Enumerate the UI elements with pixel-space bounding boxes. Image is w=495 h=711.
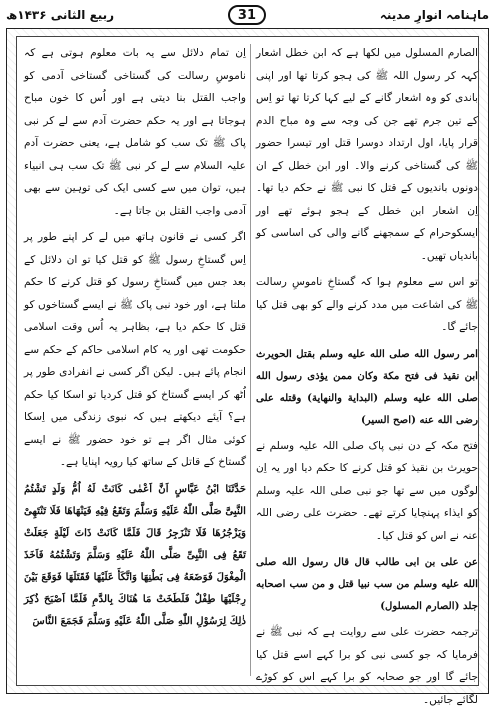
column-divider	[250, 44, 251, 676]
right-column	[256, 42, 478, 706]
paragraph: فتح مکہ کے دن نبی پاک صلی اللہ علیہ وسلم نے حویرث بن نقیذ کو قتل کرنے کا حکم دیا اور یہ اِن لوگوں میں سے تھا جو نبی صلی اللہ علیہ وسلم کو ایذاء پہنچایا کرتے تھے۔ حضرت علی رضی اللہ عنہ نے اس کو قتل کیا۔	[256, 439, 478, 542]
issue-date: ربیع الثانی ۱۴۳۶ھ	[6, 8, 115, 22]
page-header	[6, 4, 489, 26]
arabic-quote: عن على بن ابى طالب قال قال رسول الله صلى الله عليه وسلم من سب نبيا قتل و من سب اصحابه جلد (الصارم المسلول)	[256, 556, 478, 612]
paragraph: ترجمہ حضرت علی سے روایت ہے کہ نبی ﷺ نے فرمایا کہ جو کسی نبی کو برا کہے اسے قتل کیا جائے گا اور جو صحابہ کو برا کہے اس کو کوڑے لگائے جائیں۔	[256, 626, 478, 706]
arabic-hadith: حَدَّثَنَا ابْنُ عَبَّاسٍ اَنَّ اَعْمٰى كَانَتْ لَهُ اُمُّ وَلَدٍ تَشْتُمُ النَّبِىَّ صَلَّى اللّٰهُ عَلَيْهِ وَسَلَّمَ وَتَقَعُ فِيْهِ فَيَنْهَاهَا فَلَا تَنْتَهِىْ وَيَزْجُرُهَا فَلَا تَنْزَجِرُ قَالَ فَلَمَّا كَانَتْ ذَاتَ لَيْلَةٍ جَعَلَتْ تَقَعُ فِى النَّبِىِّ صَلَّى اللّٰهُ عَلَيْهِ وَسَلَّمَ وَتَشْتُمُهُ فَاَخَذَ الْمِغْوَلَ فَوَضَعَهُ فِى بَطْنِهَا وَاتَّكَأَ عَلَيْهَا فَقَتَلَهَا فَوَقَعَ بَيْنَ رِجْلَيْهَا طِفْلٌ فَلَطَخَتْ مَا هُنَاكَ بِالدَّمِ فَلَمَّا اَصْبَحَ ذُكِرَ ذٰلِكَ لِرَسُوْلِ اللّٰهِ صَلَّى اللّٰهُ عَلَيْهِ وَسَلَّمَ فَجَمَعَ النَّاسَ	[24, 482, 246, 627]
paragraph: تو اس سے معلوم ہوا کہ گستاخِ ناموسِ رسالت ﷺ کی اشاعت میں مدد کرنے والے کو بھی قتل کیا جائے گا۔	[256, 276, 478, 333]
magazine-title: ماہنامہ انوارِ مدینہ	[379, 8, 489, 22]
page-number-badge: 31	[228, 5, 266, 25]
left-column	[24, 42, 246, 678]
arabic-quote: امر رسول الله صلى الله عليه وسلم بقتل الحويرث ابن نقيذ فى فتح مكة وكان ممن يؤذى رسول الله صلى الله عليه وسلم (البداية والنهاية) وقتله على رضى الله عنه (اصح السير)	[256, 347, 478, 426]
paragraph: الصارم المسلول میں لکھا ہے کہ ابن خطل اشعار کہہ کر رسول اللہ ﷺ کی ہجو کرتا تھا اور اپنی باندی کو وہ اشعار گانے کے لیے کہا کرتا تھا تو اِس کے تین جرم تھے جن کی وجہ سے وہ مباح الدم قرار پایا، اول ارتداد دوسرا قتل اور تیسرا حضور ﷺ کی گستاخی کرنے والا۔ اور ابن خطل کے ان دونوں باندیوں کے قتل کا نبی ﷺ نے حکم دیا تھا۔ اِن اشعار ابن خطل کے ہجو ہوئے تھے اور ایسکوحرام کے سمجھنے گانے والی کی اساسی کو باندیاں تھیں۔	[256, 47, 478, 262]
paragraph: اگر کسی نے قانون ہاتھ میں لے کر اپنے طور پر اِس گستاخِ رسول ﷺ کو قتل کیا تو ان دلائل کے بعد جس میں گستاخِ رسول کو قتل کرنے کا حکم ملتا ہے، اور خود نبی پاک ﷺ نے ایسے گستاخوں کو قتل کا حکم دیا ہے، بظاہر یہ اُس وقت اسلامی حکومت تھی اور یہ کام اسلامی حاکم کے حکم سے انجام پائے ہیں۔ لیکن اگر کسی نے انفرادی طور پر اُٹھ کر ایسے گستاخ کو قتل کردیا تو اسکا کیا حکم ہے؟ آیئے دیکھتے ہیں کہ نبوی زندگی میں اِسکا کوئی مثال اگر ہے تو خود حضور ﷺ نے ایسے گستاخ کے قاتل کے ساتھ کیا رویہ اپنایا ہے۔	[24, 231, 246, 468]
paragraph: اِن تمام دلائل سے یہ بات معلوم ہوتی ہے کہ ناموسِ رسالت کی گستاخی گستاخی آدمی کو واجب القتل بنا دیتی ہے اور اُس کا خون مباح ہوجاتا ہے اور یہ حکم حضرت آدم سے لے کر نبی پاک ﷺ تک سب کو شامل ہے، یعنی حضرت آدم علیہ السلام سے لے کر نبی ﷺ تک سب ہی انبیاء ہیں، توان میں سے کسی ایک کی توہین سے بھی آدمی واجب القتل بن جاتا ہے۔	[24, 47, 246, 217]
